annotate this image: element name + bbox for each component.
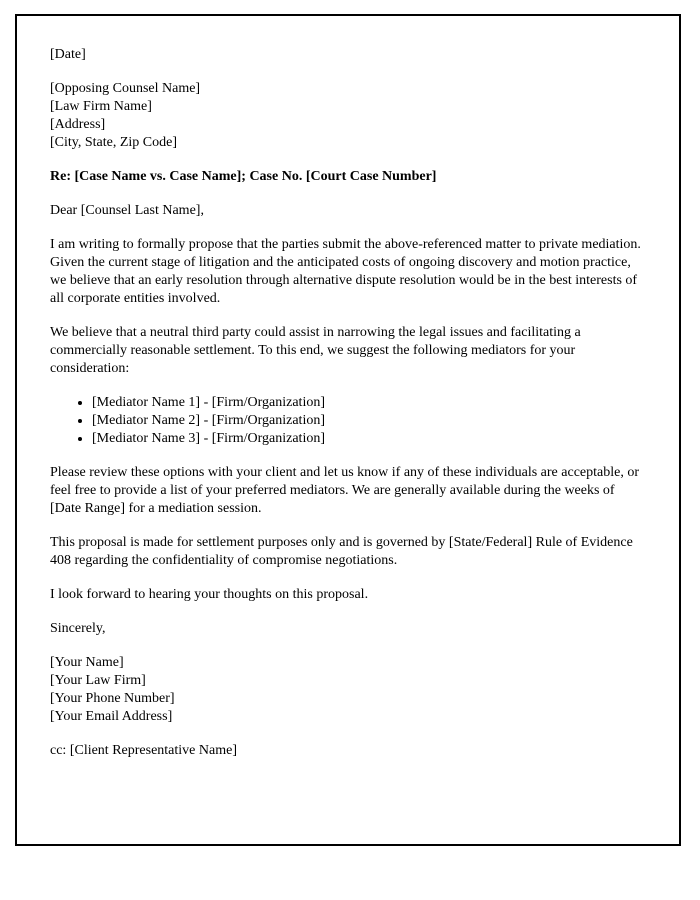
salutation-line: Dear [Counsel Last Name], <box>50 203 204 218</box>
letter-page <box>15 14 681 846</box>
recipient-block <box>50 80 645 152</box>
body-paragraph-4: This proposal is made for settlement purposes only and is governed by [State/Federal] Rule of Evidence 408 regarding the confidentiality of compromise negotiations. <box>50 535 633 568</box>
signature-block <box>50 654 645 726</box>
body-paragraph-2: We believe that a neutral third party could assist in narrowing the legal issues and facilitating a commercially reasonable settlement. To this end, we suggest the following mediators for your consideration: <box>50 325 581 376</box>
recipient-name: [Opposing Counsel Name] <box>50 81 201 96</box>
date-line: [Date] <box>50 47 86 62</box>
mediator-item-1: • [Mediator Name 1] - [Firm/Organization] <box>92 394 645 412</box>
body-paragraph-3: Please review these options with your client and let us know if any of these individuals are acceptable, or feel free to provide a list of your preferred mediators. We are generally available during the weeks of [Date Range] for a mediation session. <box>50 465 639 516</box>
recipient-firm: [Law Firm Name] <box>50 99 152 114</box>
subject-line: Re: [Case Name vs. Case Name]; Case No. [Court Case Number] <box>50 169 437 184</box>
signature-name: [Your Name] <box>50 655 124 670</box>
recipient-city-state-zip: [City, State, Zip Code] <box>50 135 178 150</box>
mediator-item-2: • [Mediator Name 2] - [Firm/Organization] <box>92 412 645 430</box>
mediator-list <box>50 394 645 448</box>
cc-line: cc: [Client Representative Name] <box>50 743 237 758</box>
signature-firm: [Your Law Firm] <box>50 673 146 688</box>
signature-email: [Your Email Address] <box>50 709 173 724</box>
mediator-item-3: • [Mediator Name 3] - [Firm/Organization] <box>92 430 645 448</box>
recipient-address: [Address] <box>50 117 106 132</box>
body-paragraph-5: I look forward to hearing your thoughts on this proposal. <box>50 587 369 602</box>
closing-line: Sincerely, <box>50 621 106 636</box>
signature-phone: [Your Phone Number] <box>50 691 175 706</box>
body-paragraph-1: I am writing to formally propose that the parties submit the above-referenced matter to private mediation. Given the current stage of litigation and the anticipated costs of ongoing discovery and motion practice, we believe that an early resolution through alternative dispute resolution would be in the best interests of all corporate entities involved. <box>50 237 641 306</box>
